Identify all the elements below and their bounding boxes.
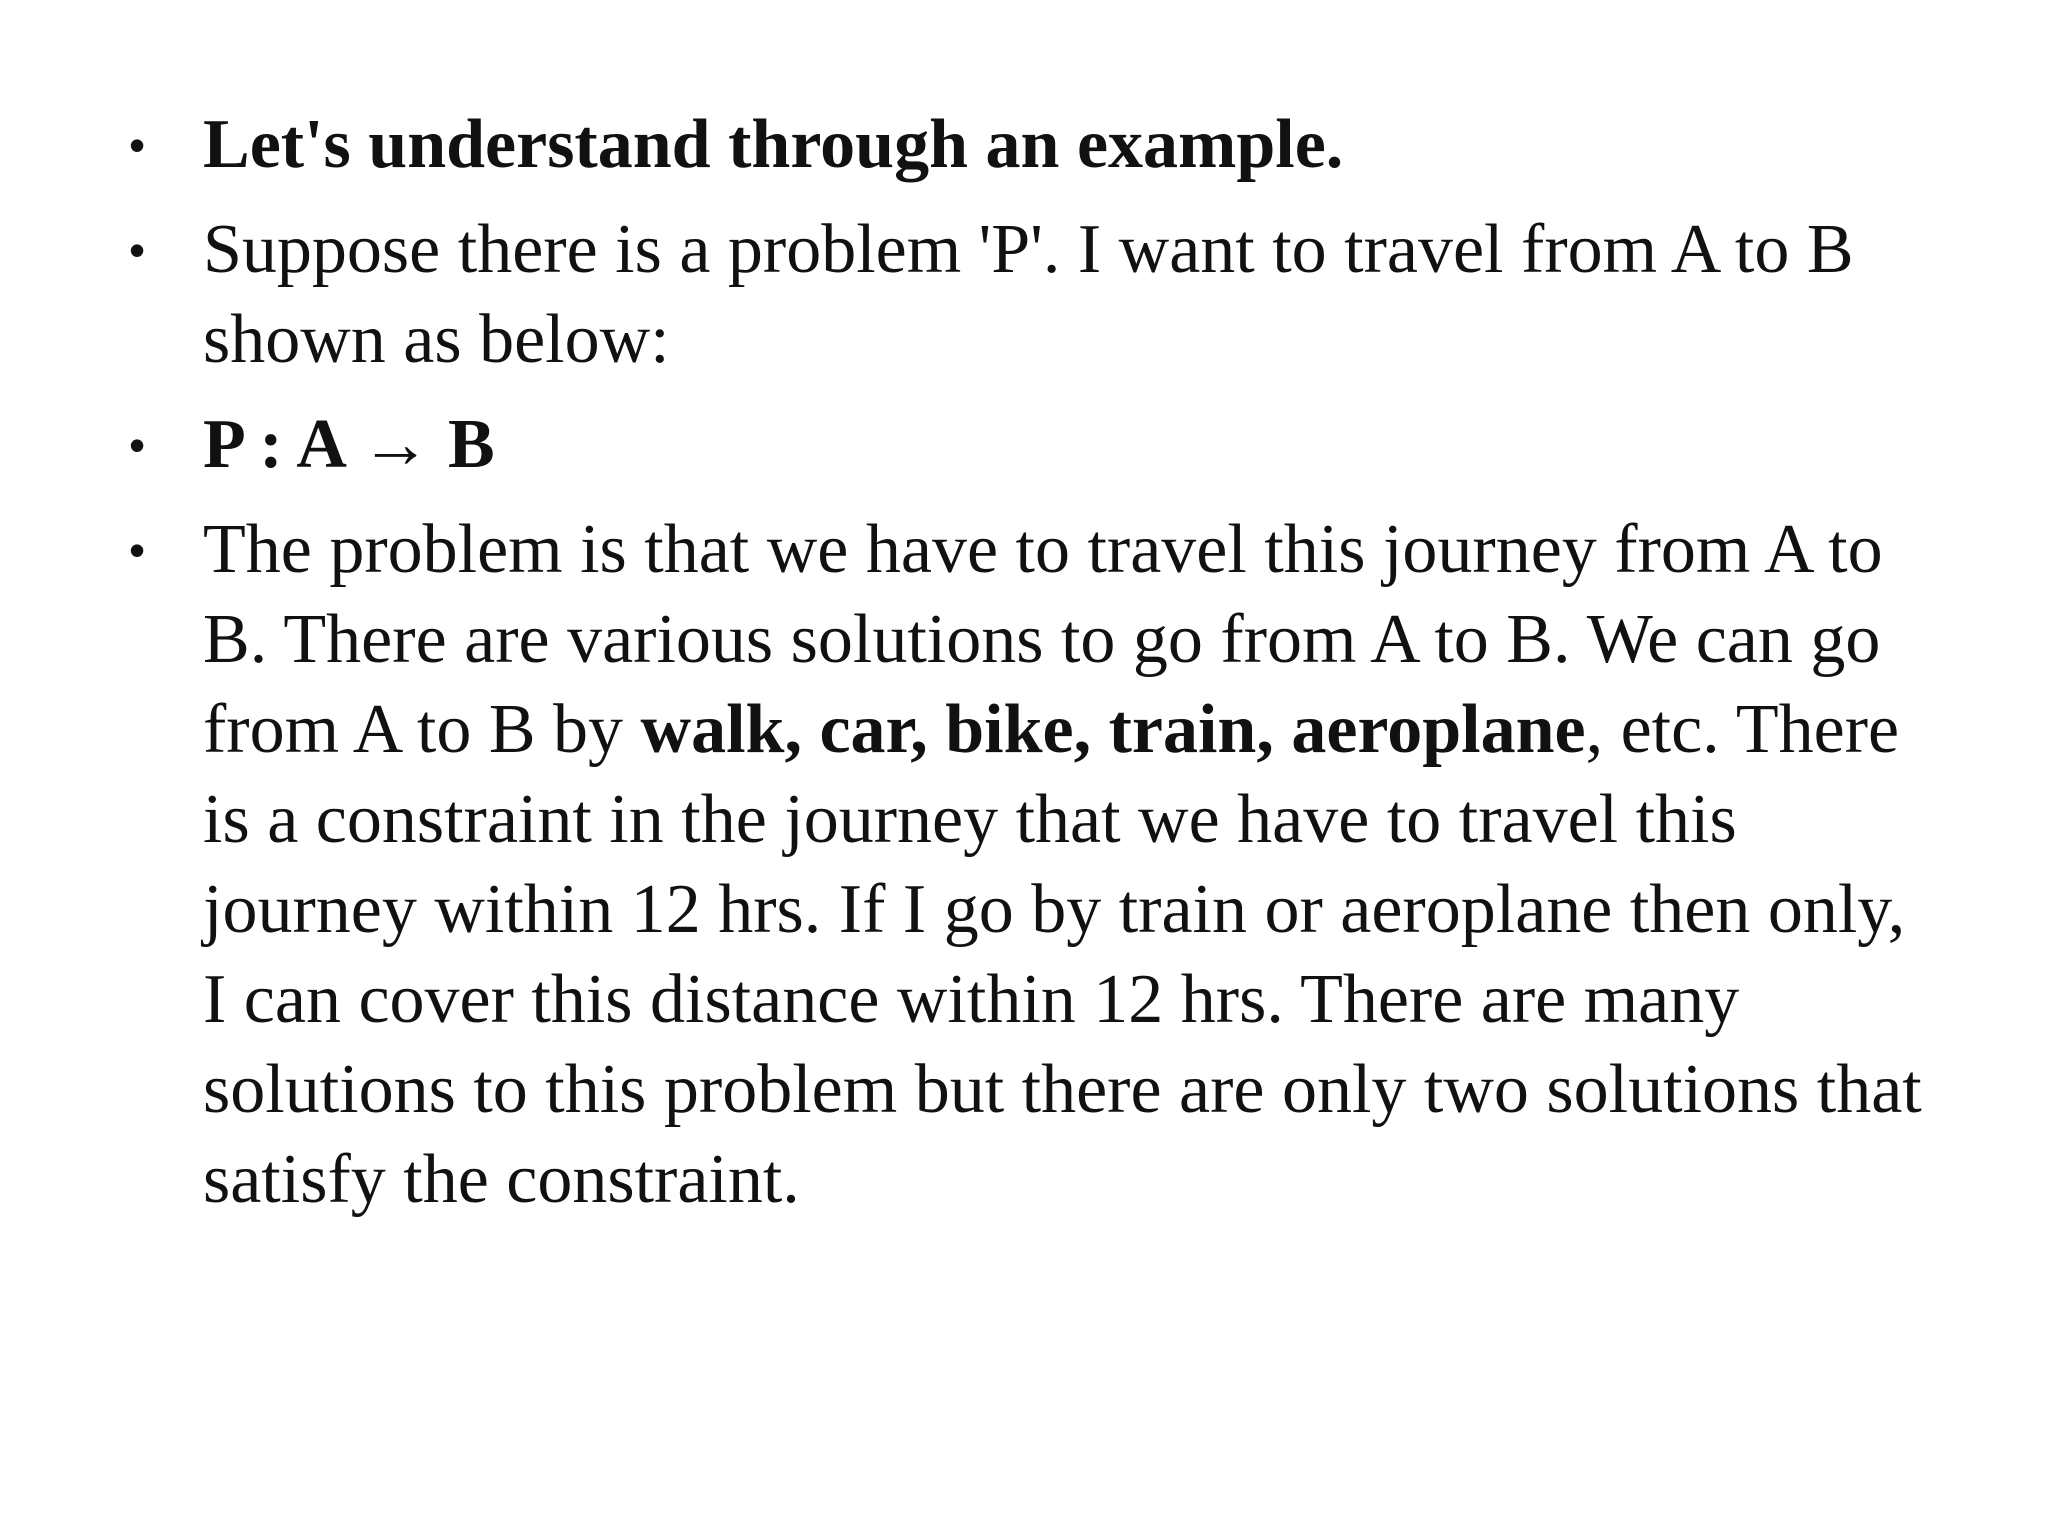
bullet-text: Suppose there is a problem 'P'. I want to travel from A to B shown as below: — [203, 211, 1854, 378]
transport-modes: walk, car, bike, train, aeroplane — [640, 691, 1586, 768]
bullet-dot: • — [129, 119, 146, 171]
explanation-text-start: The problem is that we have to travel this journey from A to B. There are various solutions to go from A to B. We can go from A to B by — [203, 511, 1883, 768]
bullet-item-example-intro — [115, 100, 1945, 190]
bullet-item-problem-statement — [115, 205, 1945, 385]
bullet-dot: • — [129, 224, 146, 276]
bullet-text: Let's understand through an example. — [203, 106, 1344, 183]
explanation-text-end: , etc. There is a constraint in the journey that we have to travel this journey within 12 hrs. If I go by train or aeroplane then only, I can cover this distance within 12 hrs. There are many solutions to this problem but there are only two solutions that satisfy the constraint. — [203, 691, 1922, 1218]
bullet-dot: • — [129, 419, 146, 471]
problem-notation: P : A → B — [203, 406, 495, 483]
bullet-item-problem-notation — [115, 400, 1945, 490]
bullet-item-explanation — [115, 505, 1945, 1225]
bullet-dot: • — [129, 524, 146, 576]
bullet-list — [115, 100, 1945, 1240]
